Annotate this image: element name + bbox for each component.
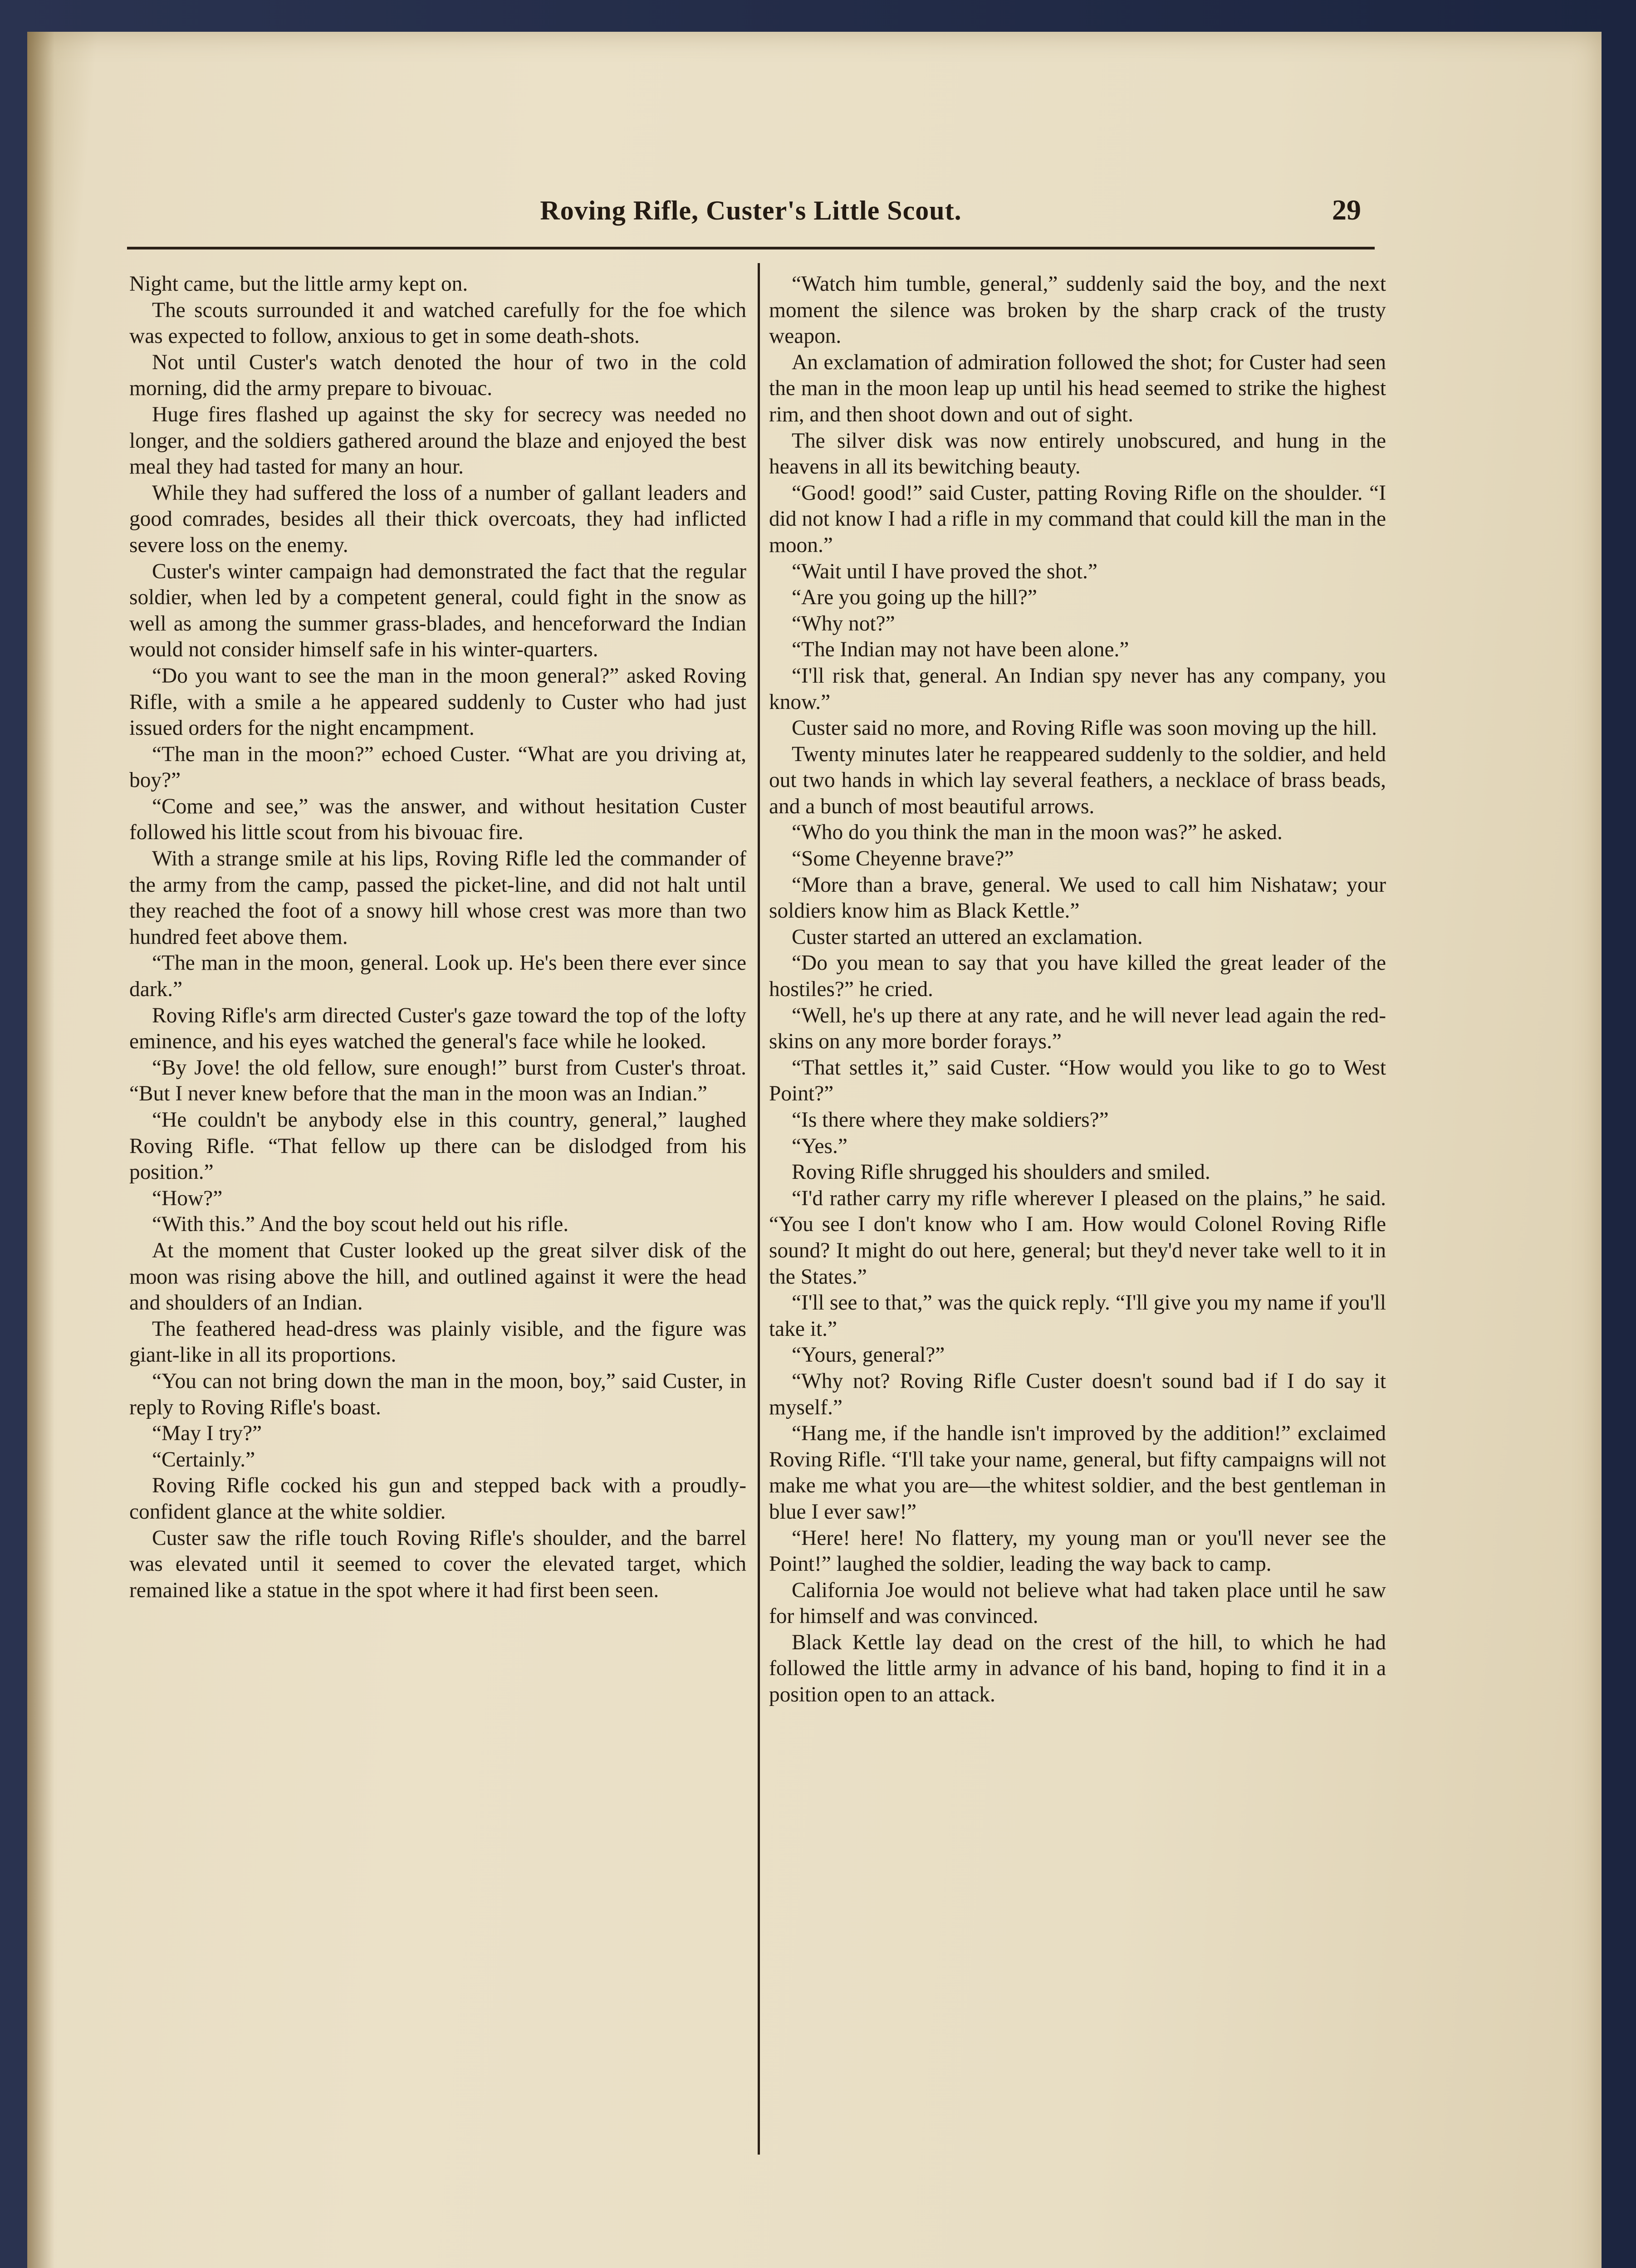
paragraph: “Wait until I have proved the shot.”	[792, 559, 1097, 583]
paragraph: “That settles it,” said Custer. “How would you like to go to West Point?”	[769, 1056, 1386, 1106]
paragraph: “Is there where they make soldiers?”	[792, 1108, 1109, 1132]
paragraph: “Come and see,” was the answer, and without hesitation Custer followed his little scout from his bivouac fire.	[129, 794, 746, 845]
paragraph: The silver disk was now entirely unobscured, and hung in the heavens in all its bewitching beauty.	[769, 429, 1386, 479]
paragraph: An exclamation of admiration followed the shot; for Custer had seen the man in the moon leap up until his head seemed to strike the highest rim, and then shoot down and out of sight.	[769, 350, 1386, 426]
paragraph: Custer saw the rifle touch Roving Rifle's shoulder, and the barrel was elevated until it seemed to cover the elevated target, which remained like a statue in the spot where it had first been seen.	[129, 1526, 746, 1602]
paragraph: “Well, he's up there at any rate, and he will never lead again the red-skins on any more border forays.”	[769, 1003, 1386, 1054]
paragraph: “Are you going up the hill?”	[792, 586, 1037, 610]
paragraph: “Hang me, if the handle isn't improved by the addition!” exclaimed Roving Rifle. “I'll take your name, general, but fifty campaigns will not make me what you are—the whitest soldier, and the best gentleman in blue I ever saw!”	[769, 1422, 1386, 1524]
paragraph: “You can not bring down the man in the moon, boy,” said Custer, in reply to Roving Rifle's boast.	[129, 1369, 746, 1419]
paragraph: Twenty minutes later he reappeared suddenly to the soldier, and held out two hands in which lay several feathers, a necklace of brass beads, and a bunch of most beautiful arrows.	[769, 742, 1386, 818]
paragraph: “I'd rather carry my rifle wherever I pleased on the plains,” he said. “You see I don't know who I am. How would Colonel Roving Rifle sound? It might do out here, general; but they'd never take well to it in the States.”	[769, 1186, 1386, 1289]
paragraph: Huge fires flashed up against the sky for secrecy was needed no longer, and the soldiers gathered around the blaze and enjoyed the best meal they had tasted for many an hour.	[129, 402, 746, 479]
right-column	[769, 271, 1386, 1708]
paragraph: While they had suffered the loss of a number of gallant leaders and good comrades, besides all their thick overcoats, they had inflicted severe loss on the enemy.	[129, 481, 746, 557]
paragraph: “I'll risk that, general. An Indian spy never has any company, you know.”	[769, 664, 1386, 714]
paragraph: “By Jove! the old fellow, sure enough!” burst from Custer's throat. “But I never knew before that the man in the moon was an Indian.”	[129, 1056, 746, 1106]
paragraph: “The man in the moon, general. Look up. He's been there ever since dark.”	[129, 951, 746, 1002]
paragraph: “May I try?”	[152, 1422, 262, 1446]
paragraph: “How?”	[152, 1186, 223, 1210]
left-column	[129, 271, 746, 1603]
paragraph: Black Kettle lay dead on the crest of the hill, to which he had followed the little army in advance of his band, hoping to find it in a position open to an attack.	[769, 1630, 1386, 1707]
paragraph: “Some Cheyenne brave?”	[792, 847, 1014, 871]
paragraph: “Do you mean to say that you have killed the great leader of the hostiles?” he cried.	[769, 951, 1386, 1002]
paragraph: Roving Rifle cocked his gun and stepped back with a proudly-confident glance at the white soldier.	[129, 1474, 746, 1524]
running-header	[127, 181, 1375, 245]
paragraph: Custer said no more, and Roving Rifle was soon moving up the hill.	[792, 716, 1377, 740]
paragraph: “He couldn't be anybody else in this country, general,” laughed Roving Rifle. “That fellow up there can be dislodged from his position.”	[129, 1108, 746, 1184]
running-title: Roving Rifle, Custer's Little Scout.	[540, 196, 962, 225]
paragraph: “The Indian may not have been alone.”	[792, 638, 1129, 662]
page-number: 29	[1332, 194, 1361, 226]
paragraph: The feathered head-dress was plainly visible, and the figure was giant-like in all its proportions.	[129, 1317, 746, 1367]
paragraph: “Do you want to see the man in the moon general?” asked Roving Rifle, with a smile a he appeared suddenly to Custer who had just issued orders for the night encampment.	[129, 664, 746, 740]
header-rule	[127, 247, 1375, 249]
paragraph: With a strange smile at his lips, Roving Rifle led the commander of the army from the camp, passed the picket-line, and did not halt until they reached the foot of a snowy hill whose crest was more than two hundred feet above them.	[129, 847, 746, 949]
paragraph: “Why not? Roving Rifle Custer doesn't sound bad if I do say it myself.”	[769, 1369, 1386, 1419]
paragraph: “Good! good!” said Custer, patting Roving Rifle on the shoulder. “I did not know I had a rifle in my command that could kill the man in the moon.”	[769, 481, 1386, 557]
paragraph: Roving Rifle's arm directed Custer's gaze toward the top of the lofty eminence, and his eyes watched the general's face while he looked.	[129, 1003, 746, 1054]
paragraph: Custer started an uttered an exclamation.	[792, 925, 1143, 949]
paragraph: The scouts surrounded it and watched carefully for the foe which was expected to follow, anxious to get in some death-shots.	[129, 298, 746, 348]
paragraph: “Who do you think the man in the moon was?” he asked.	[792, 821, 1283, 845]
paragraph: At the moment that Custer looked up the great silver disk of the moon was rising above the hill, and outlined against it were the head and shoulders of an Indian.	[129, 1238, 746, 1315]
paragraph: “Certainly.”	[152, 1447, 255, 1471]
paragraph: “I'll see to that,” was the quick reply. “I'll give you my name if you'll take it.”	[769, 1291, 1386, 1341]
page-gutter-shadow	[27, 32, 54, 2268]
paragraph: Custer's winter campaign had demonstrated the fact that the regular soldier, when led by a competent general, could fight in the snow as well as among the summer grass-blades, and henceforward the Indian would not consider himself safe in his winter-quarters.	[129, 559, 746, 662]
paragraph: “Why not?”	[792, 611, 895, 635]
paragraph: Roving Rifle shrugged his shoulders and smiled.	[792, 1160, 1210, 1184]
paragraph: “Yours, general?”	[792, 1343, 945, 1367]
paragraph: “Here! here! No flattery, my young man or you'll never see the Point!” laughed the soldier, leading the way back to camp.	[769, 1526, 1386, 1576]
paragraph: “Watch him tumble, general,” suddenly said the boy, and the next moment the silence was broken by the sharp crack of the trusty weapon.	[769, 272, 1386, 348]
column-divider	[758, 263, 760, 2155]
paragraph: “The man in the moon?” echoed Custer. “What are you driving at, boy?”	[129, 742, 746, 792]
paragraph: California Joe would not believe what had taken place until he saw for himself and was convinced.	[769, 1578, 1386, 1628]
paragraph: “Yes.”	[792, 1134, 847, 1158]
paragraph: Not until Custer's watch denoted the hour of two in the cold morning, did the army prepare to bivouac.	[129, 350, 746, 401]
paragraph: “More than a brave, general. We used to call him Nishataw; your soldiers know him as Black Kettle.”	[769, 873, 1386, 923]
paragraph: “With this.” And the boy scout held out his rifle.	[152, 1212, 569, 1237]
paragraph: Night came, but the little army kept on.	[129, 272, 468, 296]
